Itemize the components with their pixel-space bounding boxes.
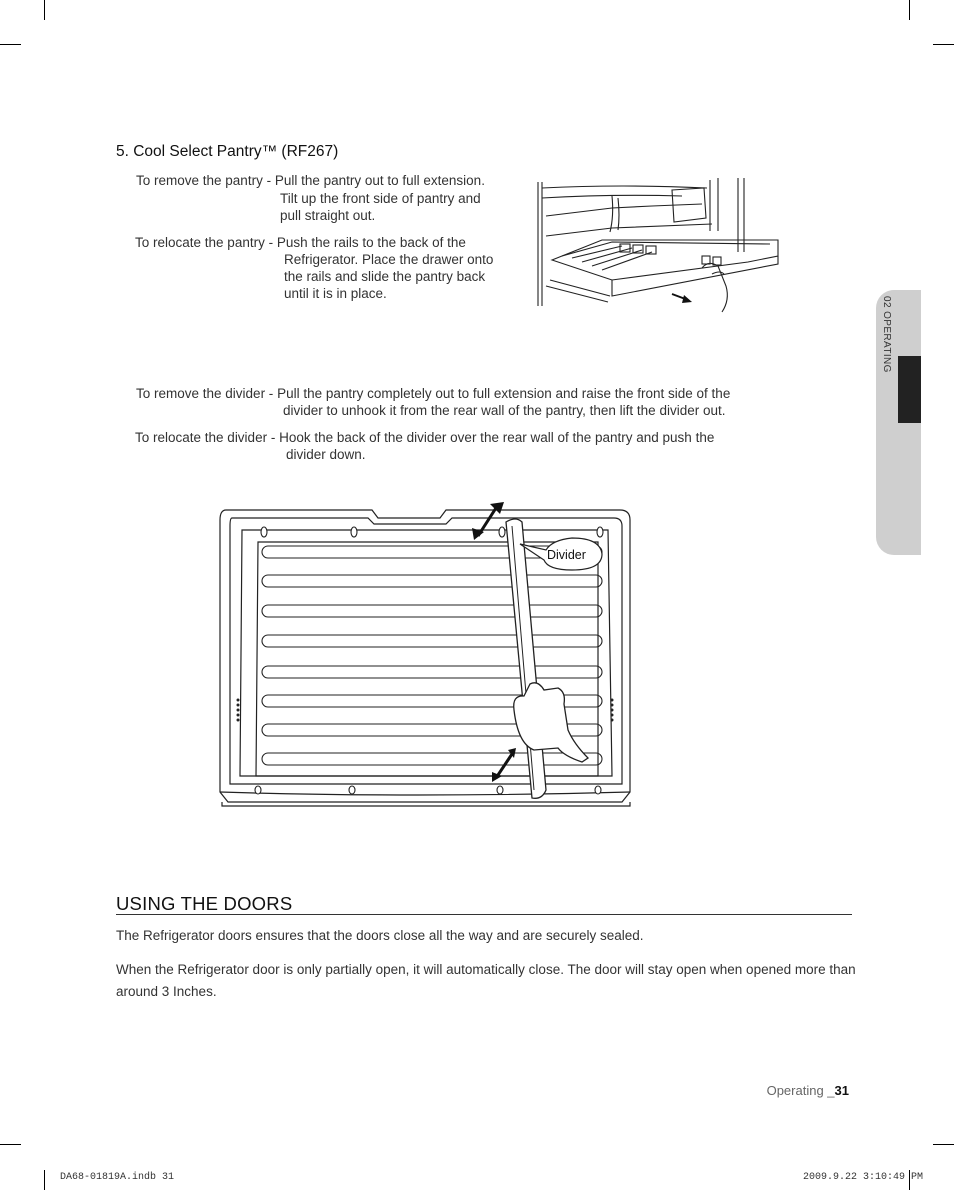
crop-mark — [933, 44, 954, 45]
divider-relocate-line-2: divider down. — [286, 447, 366, 462]
pantry-illustration — [532, 176, 788, 316]
pantry-relocate-line-3: the rails and slide the pantry back — [284, 269, 486, 284]
pantry-remove-label: To remove the pantry - — [136, 173, 275, 188]
doors-section-title: USING THE DOORS — [116, 893, 293, 914]
pantry-remove-line-3: pull straight out. — [280, 208, 376, 223]
crop-mark — [44, 0, 45, 20]
section-heading: 5. Cool Select Pantry™ (RF267) — [116, 143, 339, 160]
pantry-relocate-label: To relocate the pantry - — [135, 235, 277, 250]
crop-mark — [933, 1144, 954, 1145]
pantry-remove-line-1: To remove the pantry - Pull the pantry out to full extension. — [136, 173, 485, 188]
divider-remove-line-1: To remove the divider - Pull the pantry completely out to full extension and raise the front side of the — [136, 386, 731, 401]
doors-section-rule — [116, 914, 852, 915]
crop-mark — [0, 44, 21, 45]
print-slug-file: DA68-01819A.indb 31 — [60, 1172, 175, 1183]
divider-callout-label: Divider — [547, 548, 586, 562]
pantry-relocate-line-2: Refrigerator. Place the drawer onto — [284, 252, 494, 267]
crop-mark — [44, 1170, 45, 1190]
chapter-side-tab-active — [898, 356, 921, 423]
pantry-relocate-line-4: until it is in place. — [284, 286, 387, 301]
doors-paragraph-2: When the Refrigerator door is only partially open, it will automatically close. The door will stay open when opened more than around 3 Inches. — [116, 962, 856, 999]
divider-relocate-line-1: To relocate the divider - Hook the back of the divider over the rear wall of the pantry and push the — [135, 430, 715, 445]
footer-section: Operating _ — [766, 1083, 835, 1098]
print-slug-timestamp: 2009.9.22 3:10:49 PM — [803, 1172, 924, 1183]
divider-remove-line-2: divider to unhook it from the rear wall of the pantry, then lift the divider out. — [283, 403, 726, 418]
divider-illustration — [212, 500, 642, 810]
page-number: 31 — [834, 1083, 849, 1098]
page-footer — [767, 1083, 849, 1098]
divider-relocate-label: To relocate the divider - — [135, 430, 280, 445]
chapter-side-tab-label: 02 OPERATING — [881, 296, 892, 373]
doors-paragraph-1: The Refrigerator doors ensures that the doors close all the way and are securely sealed. — [116, 928, 644, 943]
crop-mark — [909, 0, 910, 20]
pantry-relocate-line-1: To relocate the pantry - Push the rails to the back of the — [135, 235, 466, 250]
divider-remove-label: To remove the divider - — [136, 386, 278, 401]
pantry-remove-line-2: Tilt up the front side of pantry and — [280, 191, 481, 206]
crop-mark — [0, 1144, 21, 1145]
